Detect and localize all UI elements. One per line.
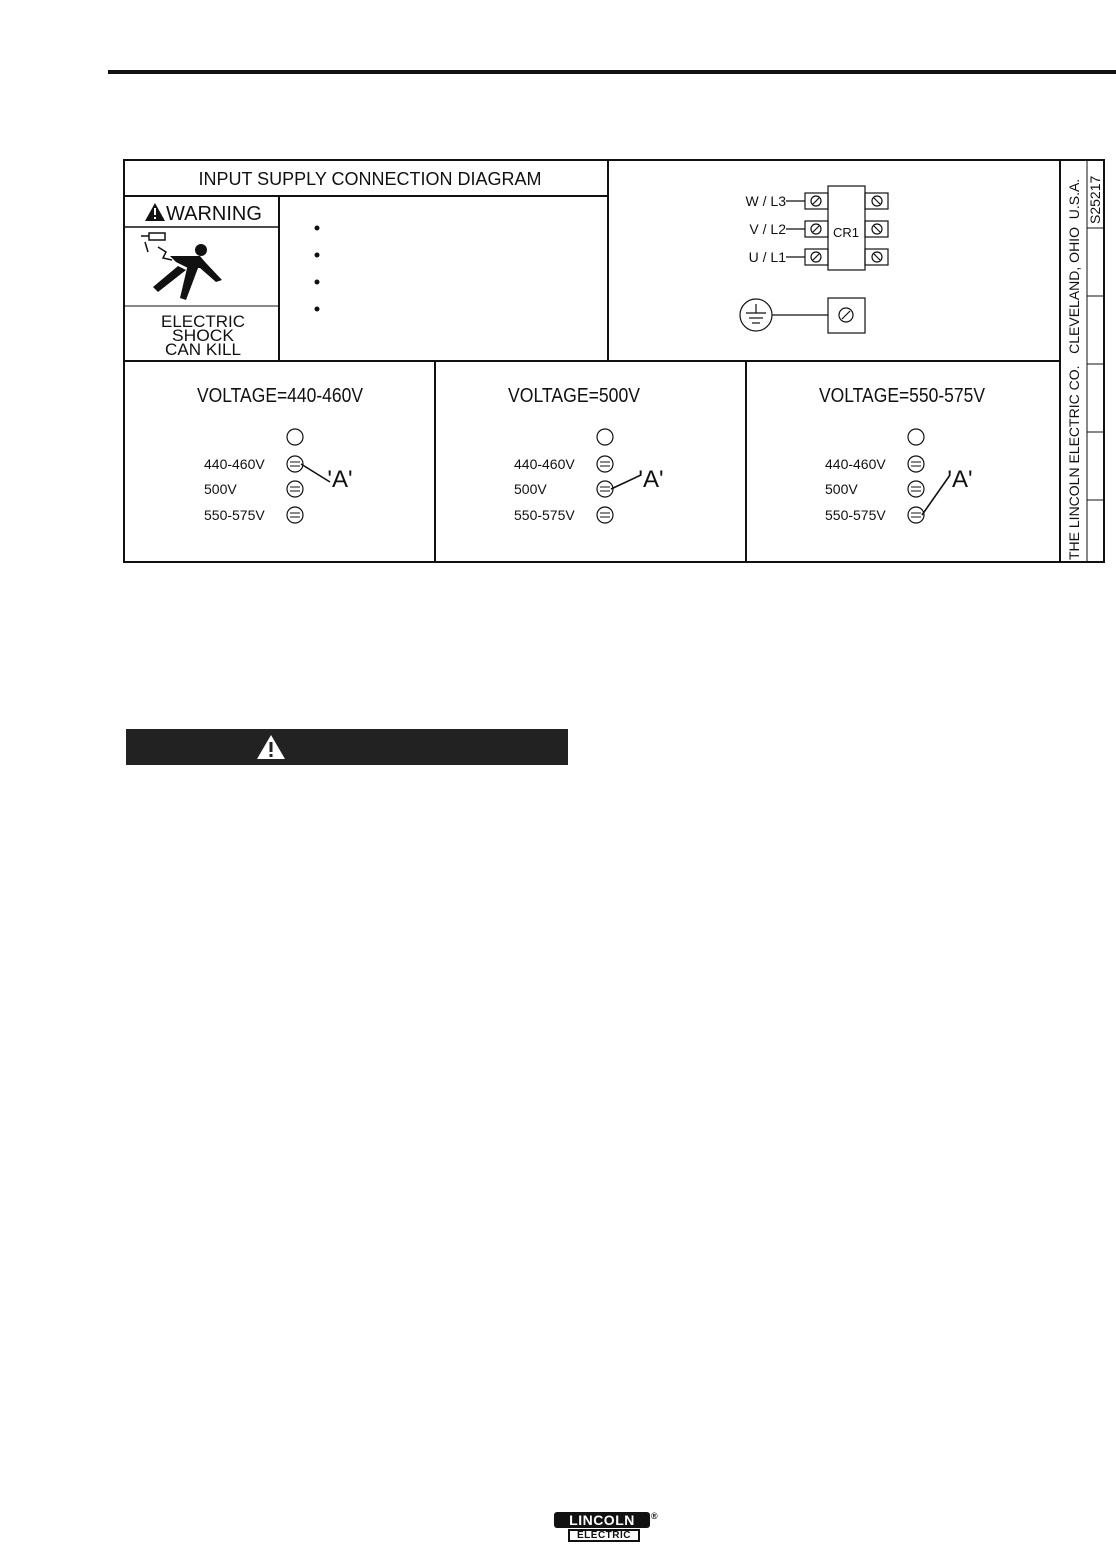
tap-terminal-icon <box>908 456 924 472</box>
warning-banner <box>126 729 568 765</box>
warning-label: WARNING <box>166 203 262 225</box>
panel-title: VOLTAGE=440-460V <box>197 385 364 407</box>
tap-terminal-icon <box>908 507 924 523</box>
warning-triangle-icon <box>256 734 286 760</box>
tap-terminal-icon <box>287 507 303 523</box>
electric-shock-icon <box>141 233 222 300</box>
tap-label-500: 500V <box>825 481 858 497</box>
warning-triangle-icon <box>145 203 165 221</box>
voltage-panel-440-460 <box>197 385 364 523</box>
input-supply-connection-diagram <box>0 0 1116 600</box>
line-label-v-l2: V / L2 <box>749 221 786 237</box>
diagram-title: INPUT SUPPLY CONNECTION DIAGRAM <box>198 169 542 189</box>
relay-label: CR1 <box>832 225 860 240</box>
ground-icon <box>740 298 865 333</box>
lincoln-electric-logo <box>554 1512 658 1544</box>
tap-label-440-460: 440-460V <box>204 456 265 472</box>
spare-terminal-icon <box>597 429 613 445</box>
warning-bullets <box>315 226 320 312</box>
shock-line-2: SHOCK <box>172 326 235 345</box>
connection-link-line <box>611 475 641 489</box>
registered-mark: ® <box>651 1511 658 1521</box>
tap-label-500: 500V <box>514 481 547 497</box>
shock-line-1: ELECTRIC <box>161 312 245 331</box>
tap-label-440-460: 440-460V <box>825 456 886 472</box>
spare-terminal-icon <box>287 429 303 445</box>
panel-title: VOLTAGE=550-575V <box>819 385 986 407</box>
tap-label-550-575: 550-575V <box>825 507 886 523</box>
panel-title: VOLTAGE=500V <box>508 385 641 407</box>
voltage-panel-500 <box>508 385 664 523</box>
tap-terminal-icon <box>597 507 613 523</box>
connection-link-line <box>301 464 330 482</box>
tap-label-550-575: 550-575V <box>514 507 575 523</box>
tap-label-550-575: 550-575V <box>204 507 265 523</box>
tap-terminal-icon <box>287 481 303 497</box>
line-label-u-l1: U / L1 <box>748 249 786 265</box>
tap-terminal-icon <box>597 456 613 472</box>
logo-top-text: LINCOLN <box>554 1512 650 1528</box>
company-side-text: THE LINCOLN ELECTRIC CO. CLEVELAND, OHIO U.S.A. <box>1066 178 1082 560</box>
tap-label-440-460: 440-460V <box>514 456 575 472</box>
shock-line-3: CAN KILL <box>165 340 241 359</box>
connection-link-line <box>922 475 950 515</box>
connection-label-a: 'A' <box>327 466 353 493</box>
logo-bottom-text: ELECTRIC <box>568 1529 640 1542</box>
ground-lug <box>828 298 865 333</box>
voltage-panel-550-575 <box>819 385 986 523</box>
spare-terminal-icon <box>908 429 924 445</box>
tap-terminal-icon <box>287 456 303 472</box>
tap-terminal-icon <box>908 481 924 497</box>
drawing-number: S25217 <box>1087 175 1103 224</box>
connection-label-a: 'A' <box>638 466 664 493</box>
tap-terminal-icon <box>597 481 613 497</box>
tap-label-500: 500V <box>204 481 237 497</box>
connection-label-a: 'A' <box>947 466 973 493</box>
line-label-w-l3: W / L3 <box>745 193 786 209</box>
